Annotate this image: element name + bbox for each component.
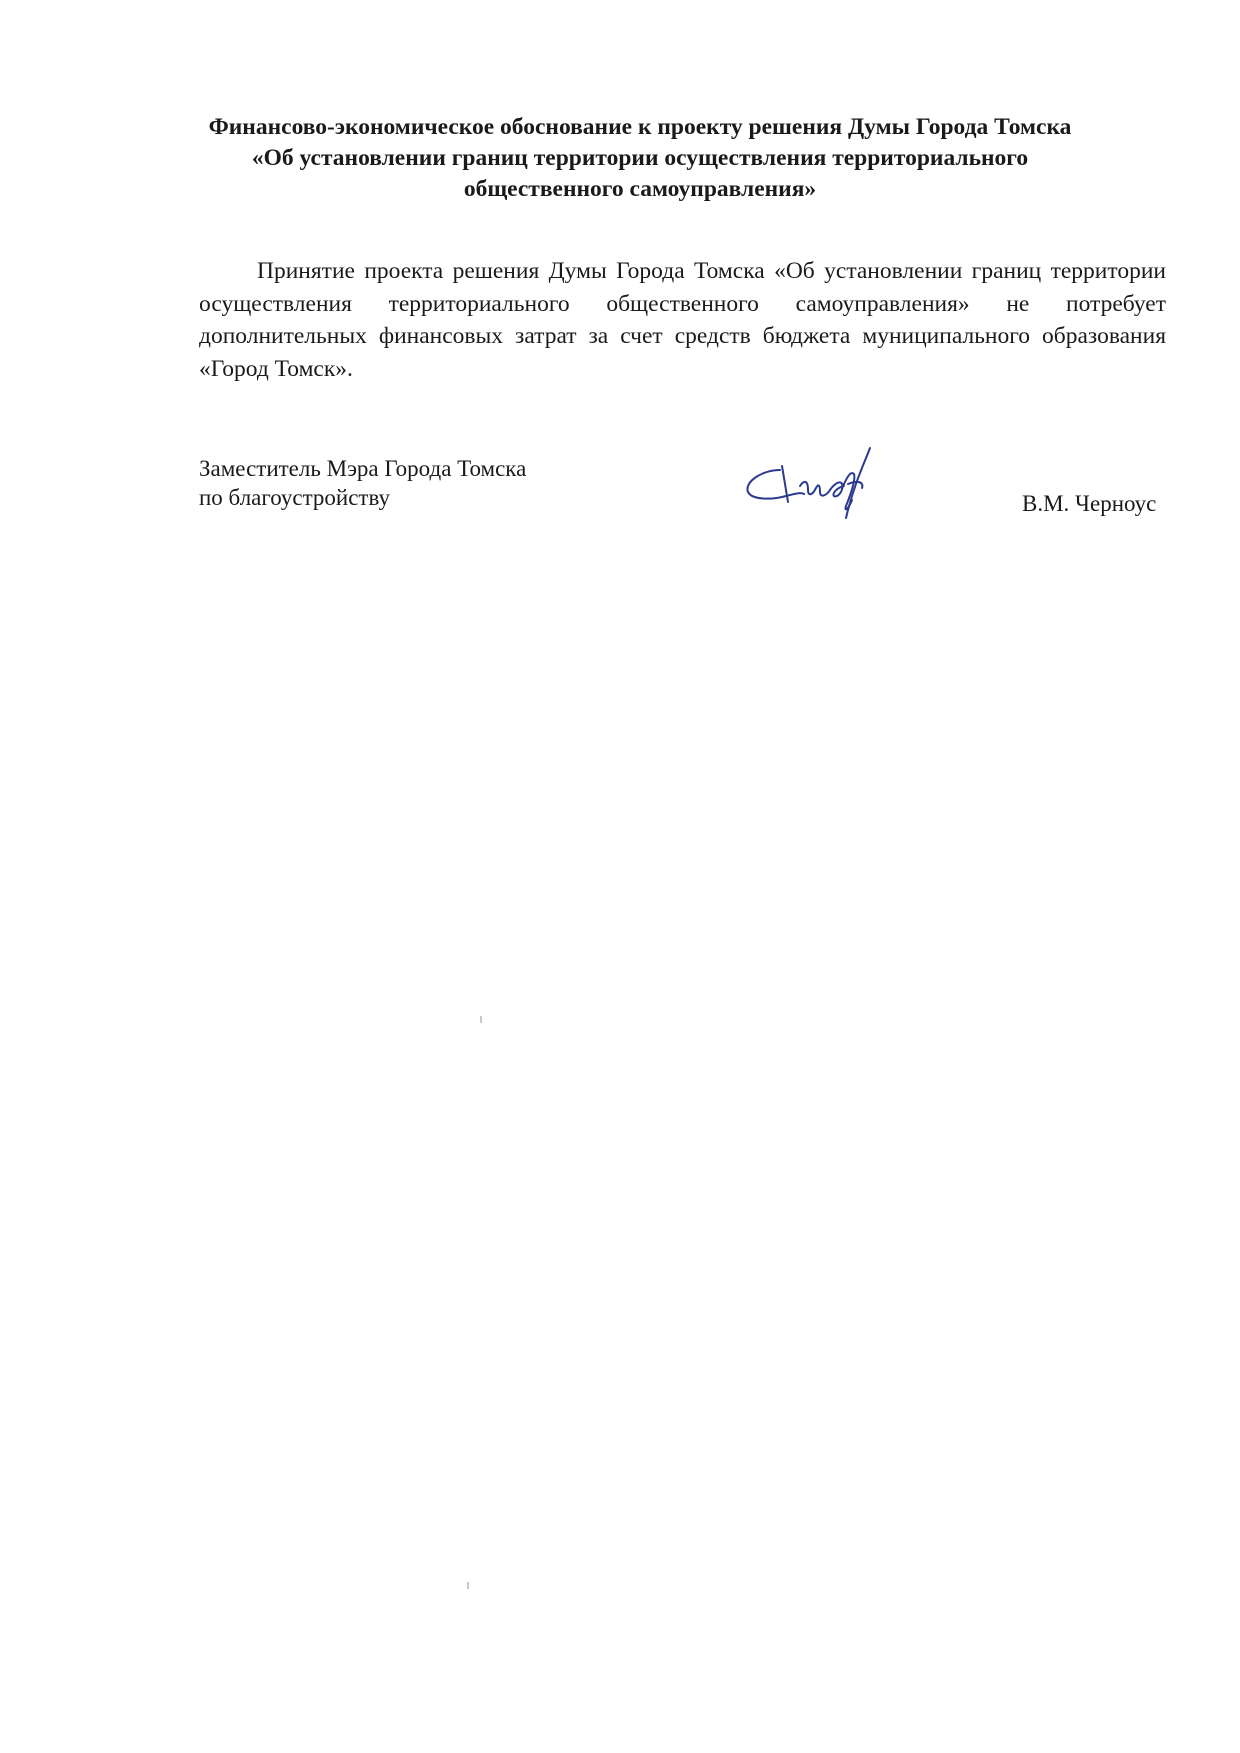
title-line-3: общественного самоуправления» [463,176,817,202]
signatory-position-line-1: Заместитель Мэра Города Томска [199,456,527,481]
body-paragraph: Принятие проекта решения Думы Города Томска «Об установлении границ территории осуществления территориального общественного самоуправления» не потребует дополнительных финансовых затрат за счет средств бюджета муниципального образования «Город Томск». [199,258,1166,382]
title-line-1: Финансово-экономическое обоснование к проекту решения Думы Города Томска [208,114,1072,140]
signatory-position [199,454,526,512]
title-line-2: «Об установлении границ территории осуществления территориального [251,145,1029,171]
signatory-position-line-2: по благоустройству [199,485,391,510]
scan-speck [480,1016,482,1023]
document-title [200,112,1080,205]
scan-speck [467,1582,469,1589]
handwritten-signature [742,440,902,530]
signatory-name: В.М. Черноус [1022,491,1157,516]
